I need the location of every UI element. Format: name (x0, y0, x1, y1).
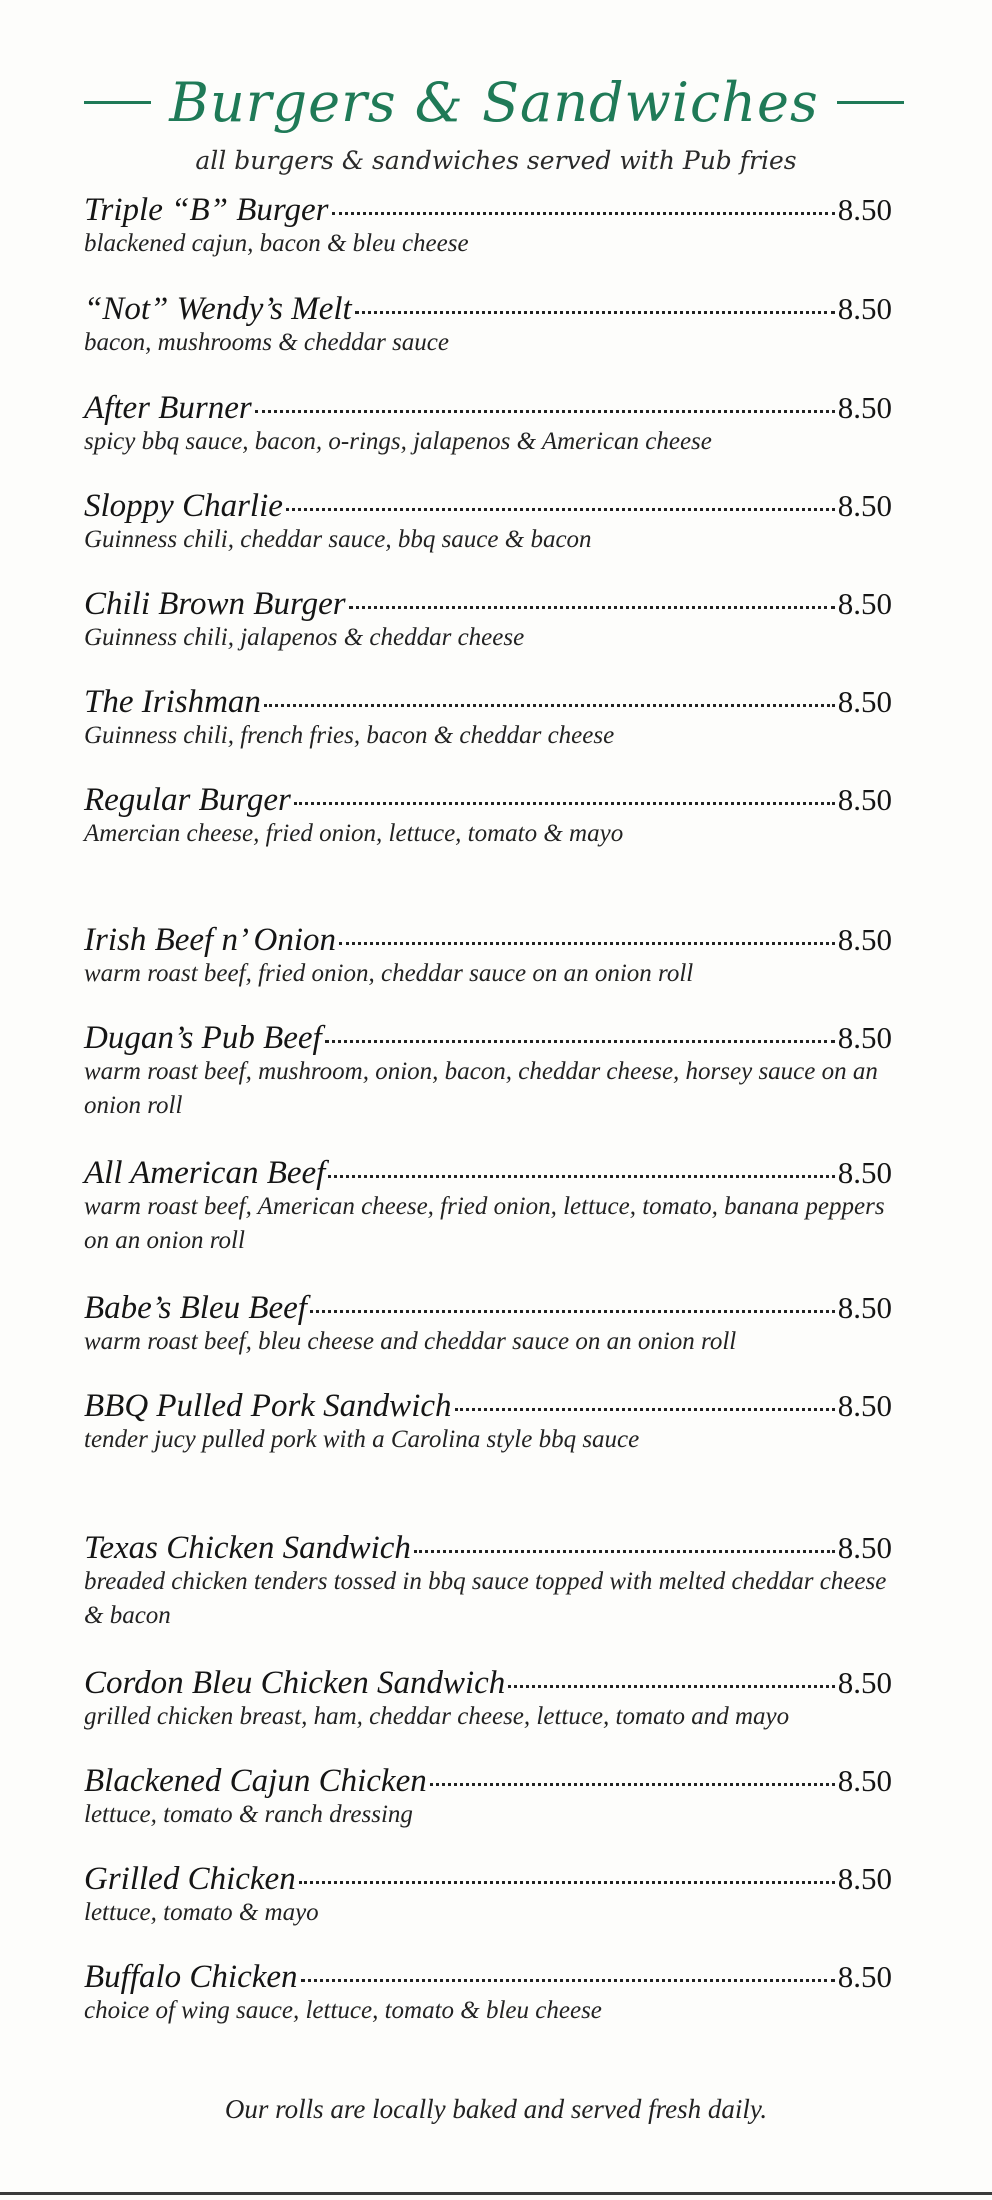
item-price: 8.50 (837, 1290, 892, 1325)
item-description: warm roast beef, mushroom, onion, bacon, cheddar cheese, horsey sauce on an onion roll (84, 1058, 878, 1119)
item-price: 8.50 (837, 291, 892, 326)
menu-header (84, 62, 904, 142)
menu-item (84, 1020, 892, 1123)
item-name: Triple “B” Burger (84, 192, 329, 228)
dot-leader (508, 1685, 834, 1688)
menu-subtitle: all burgers & sandwiches served with Pub fries (195, 146, 797, 175)
dot-leader (328, 1175, 834, 1178)
item-description: breaded chicken tenders tossed in bbq sauce topped with melted cheddar cheese & bacon (84, 1568, 887, 1629)
item-name: Babe’s Bleu Beef (84, 1290, 307, 1326)
dot-leader (301, 1979, 835, 1982)
item-price: 8.50 (837, 1020, 892, 1055)
menu-item (84, 684, 892, 753)
item-price: 8.50 (837, 1861, 892, 1896)
item-description: blackened cajun, bacon & bleu cheese (84, 230, 469, 257)
item-name: Cordon Bleu Chicken Sandwich (84, 1665, 506, 1701)
item-price: 8.50 (837, 1763, 892, 1798)
menu-title: Burgers & Sandwiches (169, 70, 819, 134)
item-price: 8.50 (837, 1530, 892, 1565)
item-description: Amercian cheese, fried onion, lettuce, tomato & mayo (84, 820, 624, 847)
item-name: The Irishman (84, 684, 261, 720)
menu-item (84, 488, 892, 557)
item-description: Guinness chili, jalapenos & cheddar cheese (84, 624, 525, 651)
item-name: Irish Beef n’ Onion (84, 922, 337, 958)
item-price: 8.50 (837, 1665, 892, 1700)
item-price: 8.50 (837, 684, 892, 719)
item-price: 8.50 (837, 1959, 892, 1994)
menu-item (84, 1861, 892, 1930)
dot-leader (349, 606, 835, 609)
item-description: spicy bbq sauce, bacon, o-rings, jalapenos & American cheese (84, 428, 712, 455)
menu-item (84, 1530, 892, 1633)
item-price: 8.50 (837, 782, 892, 817)
item-description: warm roast beef, bleu cheese and cheddar sauce on an onion roll (84, 1328, 737, 1355)
menu-item (84, 1665, 892, 1734)
item-name: All American Beef (84, 1155, 326, 1191)
dot-leader (414, 1550, 835, 1553)
dot-leader (310, 1310, 835, 1313)
item-description: lettuce, tomato & mayo (84, 1899, 319, 1926)
menu-footer-note: Our rolls are locally baked and served fresh daily. (224, 2094, 768, 2124)
item-description: warm roast beef, fried onion, cheddar sauce on an onion roll (84, 960, 694, 987)
menu-item (84, 586, 892, 655)
dot-leader (325, 1040, 835, 1043)
dot-leader (355, 311, 835, 314)
item-name: Texas Chicken Sandwich (84, 1530, 411, 1566)
bottom-rule (0, 2192, 992, 2195)
dot-leader (286, 508, 835, 511)
item-description: Guinness chili, french fries, bacon & cheddar cheese (84, 722, 615, 749)
menu-item (84, 782, 892, 851)
menu-item (84, 1959, 892, 2028)
item-description: choice of wing sauce, lettuce, tomato & bleu cheese (84, 1997, 602, 2024)
item-price: 8.50 (837, 922, 892, 957)
item-description: grilled chicken breast, ham, cheddar cheese, lettuce, tomato and mayo (84, 1703, 790, 1730)
dot-leader (332, 212, 835, 215)
item-description: warm roast beef, American cheese, fried onion, lettuce, tomato, banana peppers on an onion roll (84, 1193, 885, 1254)
menu-item (84, 192, 892, 261)
menu-item (84, 1155, 892, 1258)
item-description: Guinness chili, cheddar sauce, bbq sauce & bacon (84, 526, 592, 553)
item-name: Buffalo Chicken (84, 1959, 298, 1995)
item-description: bacon, mushrooms & cheddar sauce (84, 329, 450, 356)
dot-leader (455, 1408, 835, 1411)
dot-leader (294, 802, 835, 805)
menu-item (84, 1290, 892, 1359)
item-name: Sloppy Charlie (84, 488, 283, 524)
menu-item (84, 1388, 892, 1457)
item-name: Grilled Chicken (84, 1861, 296, 1897)
dot-leader (339, 942, 835, 945)
item-price: 8.50 (837, 390, 892, 425)
item-description: lettuce, tomato & ranch dressing (84, 1801, 413, 1828)
left-rule (84, 101, 151, 104)
dot-leader (299, 1881, 835, 1884)
item-description: tender jucy pulled pork with a Carolina style bbq sauce (84, 1426, 640, 1453)
item-price: 8.50 (837, 192, 892, 227)
item-price: 8.50 (837, 1388, 892, 1423)
item-price: 8.50 (837, 586, 892, 621)
item-name: Regular Burger (84, 782, 291, 818)
item-name: Dugan’s Pub Beef (84, 1020, 322, 1056)
menu-item (84, 922, 892, 991)
item-name: Blackened Cajun Chicken (84, 1763, 427, 1799)
menu-item (84, 291, 892, 360)
item-name: After Burner (84, 390, 252, 426)
item-name: “Not” Wendy’s Melt (84, 291, 352, 327)
right-rule (837, 101, 904, 104)
menu-item (84, 390, 892, 459)
item-price: 8.50 (837, 488, 892, 523)
dot-leader (264, 704, 835, 707)
item-price: 8.50 (837, 1155, 892, 1190)
dot-leader (255, 410, 835, 413)
item-name: BBQ Pulled Pork Sandwich (84, 1388, 452, 1424)
menu-item (84, 1763, 892, 1832)
item-name: Chili Brown Burger (84, 586, 346, 622)
dot-leader (430, 1783, 835, 1786)
